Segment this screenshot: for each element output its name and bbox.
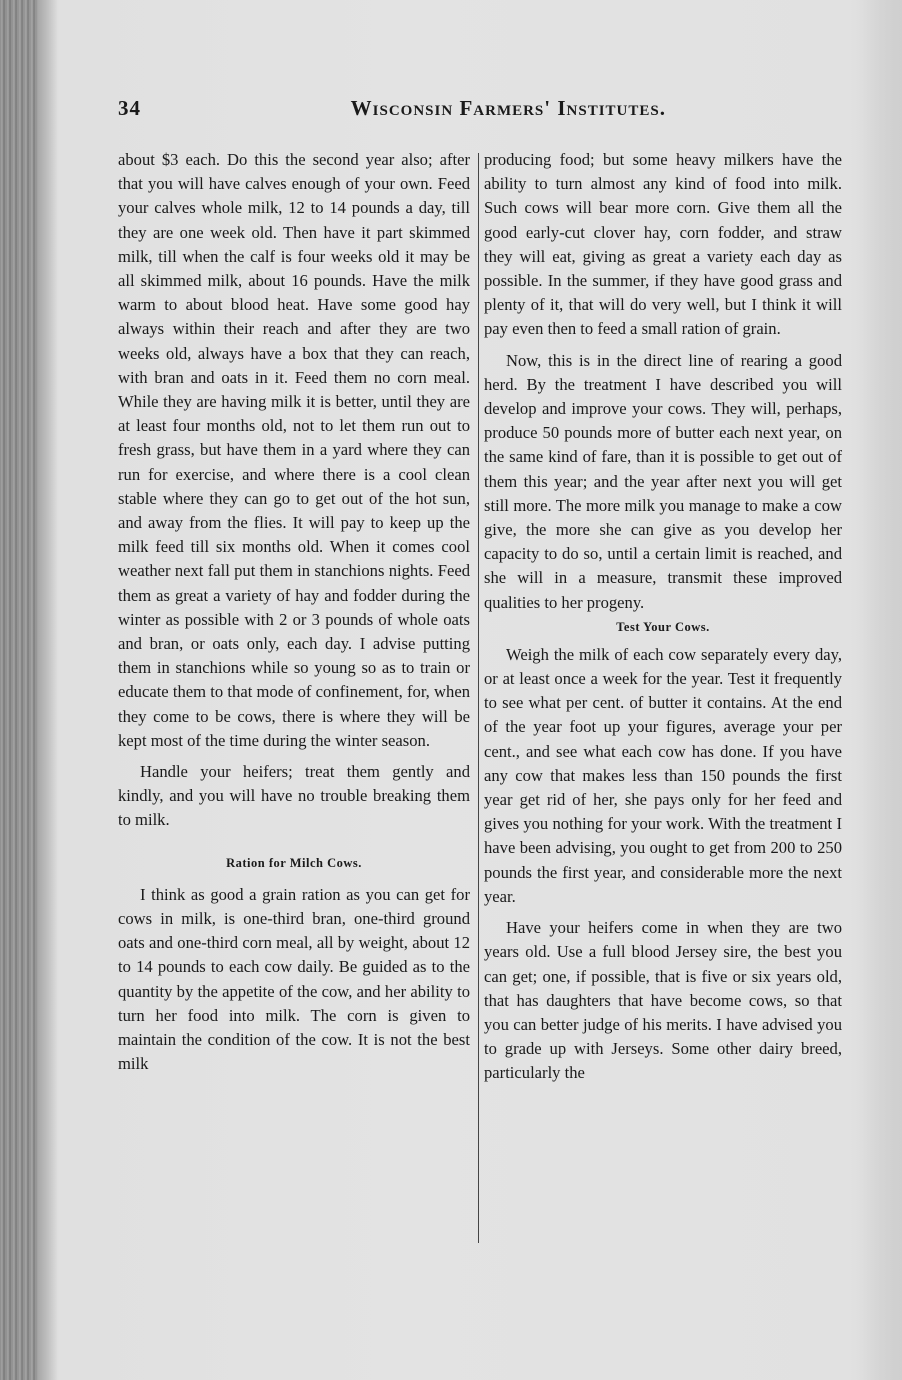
section-heading-test: Test Your Cows.	[616, 619, 710, 634]
left-paragraph-3: I think as good a grain ration as you can get for cows in milk, is one-third bran, one-third ground oats and one-third corn meal, all by weight, about 12 to 14 pounds to each cow daily. Be guided as to the quantity by the appetite of the cow, and her ability to turn her food into milk. The corn is given to maintain the condition of the cow. It is not the best milk	[118, 884, 470, 1074]
left-paragraph-1: about $3 each. Do this the second year also; after that you will have calves enough of your own. Feed your calves whole milk, 12 to 14 pounds a day, till they are one week old. Then have it part skimmed milk, till when the calf is four weeks old it may be all skimmed milk, about 16 pounds. Have the milk warm to about blood heat. Have some good hay always within their reach and after they are two weeks old, always have a box that they can reach, with bran and oats in it. Feed them no corn meal. While they are having milk it is better, until they are at least four months old, not to let them run out to fresh grass, but have them in a yard where they can run for exercise, and where there is a cool clean stable where they can go to get out of the hot sun, and away from the flies. It will pay to keep up the milk feed till six months old. When it comes cool weather next fall put them in stanchions nights. Feed them as great a variety of hay and fodder during the winter as possible with 2 or 3 pounds of whole oats and bran, or oats only, each day. I advise putting them in stanchions while so young so as to train or educate them to that mode of confinement, for, when they come to be cows, there is where they will be kept most of the time during the winter season.	[118, 150, 470, 750]
running-head: Wisconsin Farmers' Institutes.	[350, 96, 666, 120]
right-column	[484, 148, 842, 1086]
page-number: 34	[118, 96, 141, 120]
page-edge-shadow	[862, 0, 902, 1380]
right-paragraph-4: Have your heifers come in when they are two years old. Use a full blood Jersey sire, the best you can get; one, if possible, that is five or six years old, that has daughters that have become cows, so that you can better judge of his merits. I have advised you to grade up with Jerseys. Some other dairy breed, particularly the	[484, 918, 842, 1083]
left-paragraph-2: Handle your heifers; treat them gently and kindly, and you will have no trouble breaking them to milk.	[118, 762, 470, 830]
section-heading-ration: Ration for Milch Cows.	[226, 855, 362, 870]
right-paragraph-3: Weigh the milk of each cow separately every day, or at least once a week for the year. Test it frequently to see what per cent. of butter it contains. At the end of the year foot up your figures, average your per cent., and see what each cow has done. If you have any cow that makes less than 150 pounds the first year get rid of her, she pays only for her feed and gives you nothing for your work. With the treatment I have been advising, you ought to get from 200 to 250 pounds the first year, and considerable more the next year.	[484, 644, 842, 906]
right-paragraph-1: producing food; but some heavy milkers have the ability to turn almost any kind of food into milk. Such cows will bear more corn. Give them all the good early-cut clover hay, corn fodder, and straw they will eat, giving as great a variety each day as possible. In the summer, if they have good grass and plenty of it, that will do very well, but I think it will pay even then to feed a small ration of grain.	[484, 150, 842, 339]
left-column	[118, 148, 470, 1076]
page-header	[118, 96, 666, 126]
column-divider	[478, 153, 479, 1243]
binding-shadow	[38, 0, 58, 1380]
book-binding	[0, 0, 38, 1380]
right-paragraph-2: Now, this is in the direct line of rearing a good herd. By the treatment I have described you will develop and improve your cows. They will, perhaps, produce 50 pounds more of butter each next year, on the same kind of fare, than it is possible to get out of them this year; and the year after next you will get still more. The more milk you manage to make a cow give, the more she can give as you develop her capacity to do so, until a certain limit is reached, and she will in a measure, transmit these improved qualities to her progeny.	[484, 350, 842, 612]
